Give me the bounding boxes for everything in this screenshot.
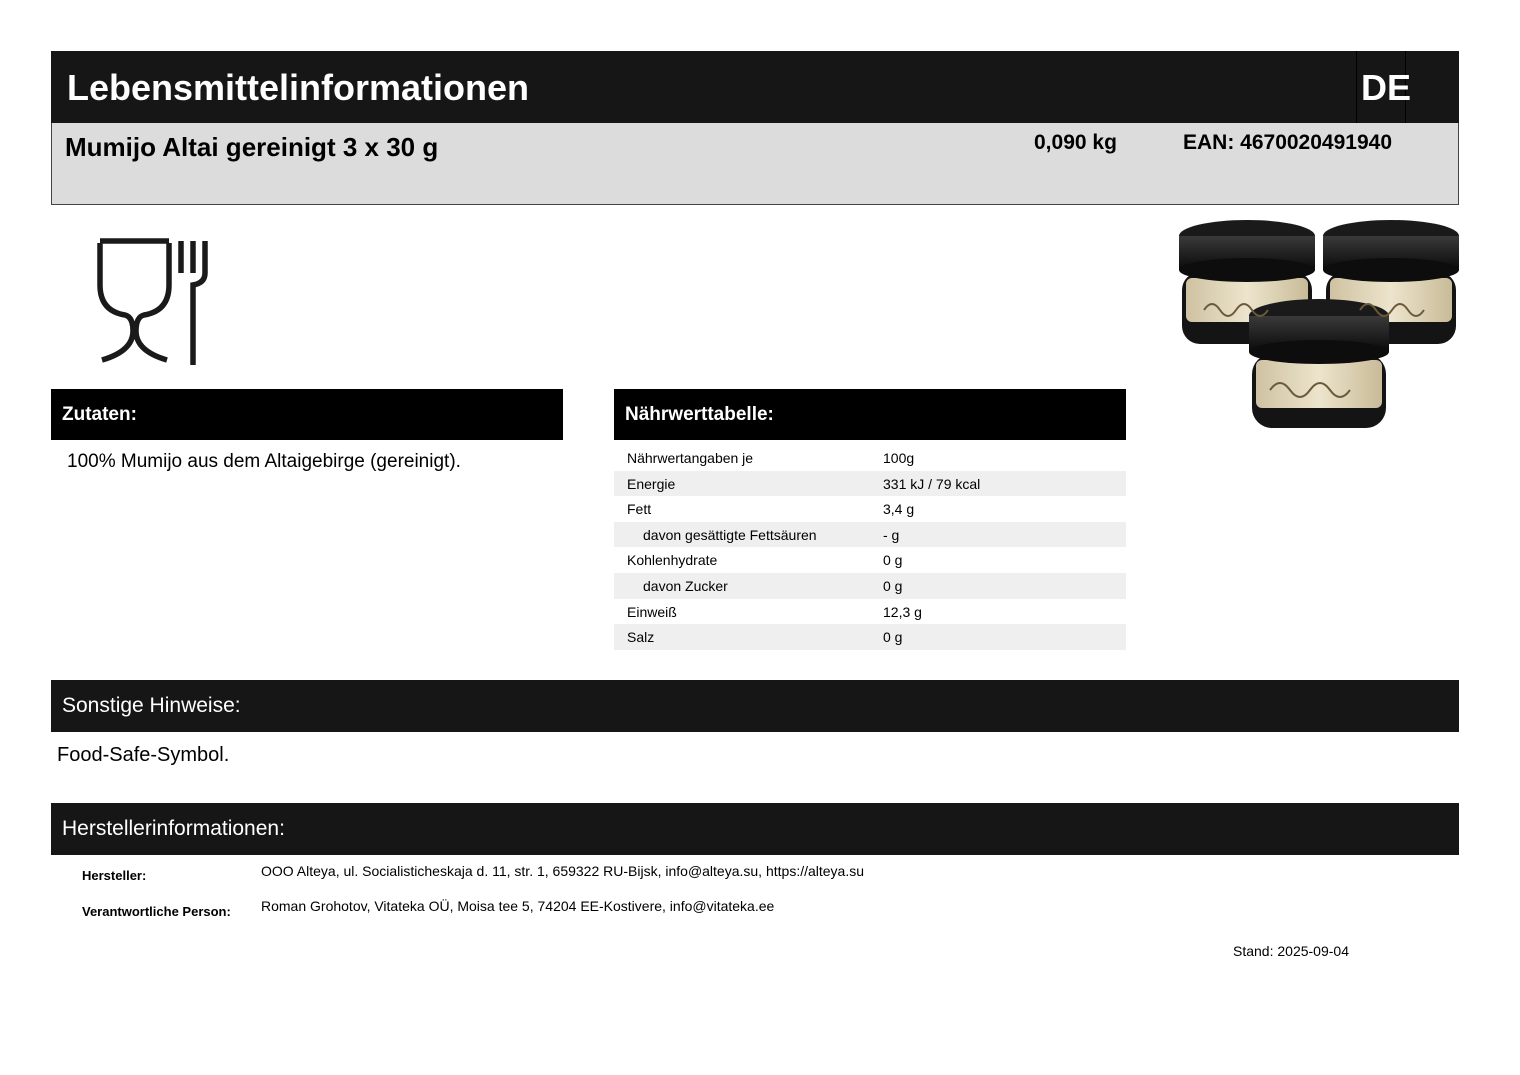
manufacturer-value: OOO Alteya, ul. Socialisticheskaja d. 11, str. 1, 659322 RU-Bijsk, info@alteya.su, https://alteya.su [261,863,865,879]
nutrition-value: 100g [883,450,915,466]
document-date: Stand: 2025-09-04 [1233,943,1349,959]
product-name: Mumijo Altai gereinigt 3 x 30 g [65,132,439,162]
food-safe-icon [95,235,215,367]
nutrition-label: Energie [627,475,676,492]
nutrition-label: davon gesättigte Fettsäuren [643,526,817,543]
nutrition-row [614,522,1126,548]
ingredients-heading: Zutaten: [62,404,137,425]
product-weight: 0,090 kg [1034,131,1117,154]
responsible-person-value: Roman Grohotov, Vitateka OÜ, Moisa tee 5, 74204 EE-Kostivere, info@vitateka.ee [261,898,775,914]
nutrition-row [614,471,1126,497]
nutrition-value: 0 g [883,577,903,594]
nutrition-value: 0 g [883,552,903,569]
language-code: DE [1361,67,1412,108]
ingredients-heading-bar [51,389,563,440]
nutrition-label: Salz [627,629,655,646]
nutrition-table [614,445,1126,650]
product-ean: EAN: 4670020491940 [1183,131,1392,154]
document-header [51,51,1459,123]
manufacturer-heading: Herstellerinformationen: [62,817,285,840]
nutrition-label: Kohlenhydrate [627,552,718,569]
product-photo [1174,214,1464,436]
notes-heading-bar [51,680,1459,732]
nutrition-row [614,496,1126,522]
nutrition-row [614,445,1126,471]
product-bar [51,123,1459,205]
nutrition-row [614,573,1126,599]
responsible-person-label: Verantwortliche Person: [82,904,231,919]
nutrition-row [614,547,1126,573]
nutrition-row [614,624,1126,650]
notes-text: Food-Safe-Symbol. [57,744,230,766]
manufacturer-heading-bar [51,803,1459,855]
nutrition-value: 12,3 g [883,603,922,620]
nutrition-label: davon Zucker [643,577,728,594]
nutrition-label: Fett [627,501,652,518]
notes-heading: Sonstige Hinweise: [62,694,241,717]
nutrition-value: - g [883,526,900,543]
nutrition-value: 331 kJ / 79 kcal [883,475,981,492]
document-title: Lebensmittelinformationen [67,67,530,108]
nutrition-value: 3,4 g [883,501,915,518]
nutrition-heading-bar [614,389,1126,440]
nutrition-row [614,599,1126,625]
nutrition-label: Einweiß [627,603,677,620]
nutrition-label: Nährwertangaben je [627,450,754,466]
ingredients-text: 100% Mumijo aus dem Altaigebirge (gereinigt). [67,451,461,472]
nutrition-heading: Nährwerttabelle: [625,404,774,425]
nutrition-value: 0 g [883,629,903,646]
manufacturer-label: Hersteller: [82,868,147,883]
jar-front [1249,299,1389,428]
